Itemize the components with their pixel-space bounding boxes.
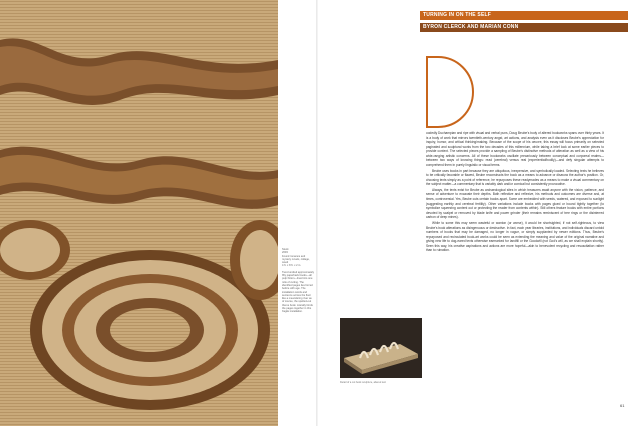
body-paragraph-1: oodedly Duchampian and ripe with visual and verbal puns, Doug Beube's body of altered bookworks spans over thirty years. It is a body of work that mirrors twentieth-century angst, art actions, and analysis even as it discloses Beube's appreciation for inquiry, humor, and critical thinking/making. Because of the scope of his oeuvre, this essay will focus primarily on selected paginated and sculptural works from the two decades of this millennium, while taking a brief look at some earlier pieces to provide context. The selected pieces provide a sampling of Beube's distinctive methods of alteration as well as a view of his wide-ranging artistic concerns. All of these bookworks oscillate precariously between conceptual and corporeal realms—between two ways of knowing things: read (cerebral) versus real (experiential/bodily)—and defy singular attempts to comprehend them in purely linguistic or visual terms. (426, 131, 604, 167)
body-paragraph-2: Beube uses books in part because they are ubiquitous, inexpensive, and symbolically loaded. Selecting texts he believes to be critically favorable or flawed, Beube reconstructs the book as a means to advance or disavow the author's position. Or, choosing texts simply as a point of reference, he repurposes these readymades as a means to make a visual commentary on the subject matter—a commentary that is variably dark and/or comical but consistently provocative. (426, 168, 604, 187)
caption-year: 2003 (282, 251, 288, 255)
book-installation-photo (0, 0, 278, 426)
photo-caption (282, 248, 314, 317)
caption-title: Stuck (282, 248, 289, 251)
body-paragraph-3: Always, the texts exist for Beube as archaeological sites in which treasures await anyone with the vision, patience, and sense of adventure to excavate their depths. Both reflective and reflexive, his methods and outcomes are diverse and, at times, controversial. Yes, Beube cuts certain books apart. Some are embedded with seeds, watered, and exposed to sunlight (suggesting earthly and cerebral fertility). Other variations include books with pages glued or bound tightly together (to symbolize squeezing content out or protecting the reader from contents within). Still others feature books with entire portions devoted by scalpel or removed by blade knife and power grinder (their remains reminiscent of tree rings or the disinterred carbon of deep mines). (426, 187, 604, 220)
article-body (426, 131, 604, 254)
article-title: TURNING IN ON THE SELF (420, 11, 628, 20)
inset-sculpture-photo (340, 318, 422, 378)
body-paragraph-4: While to some this may seem wasteful or wanton (or worse), it would be shortsighted, if not self-righteous, to view Beube's book alterations as disingenuous or destructive. In fact, each year libraries, institutions, and individuals discard untold numbers of books that may be damaged, no longer in vogue, or simply supplanted by newer editions. Thus, Beube's repurposed and recirculated book-art works could be seen as extending the meaning and value of the original narrative and giving new life to dog-eared texts otherwise earmarked for landfill or the Goodwill (not God's will, as we shall explain shortly). Seen this way, his creative aspirations and actions are more hopeful—akin to benevolent recycling and resuscitation rather than to ruination. (426, 220, 604, 253)
page-number: 61 (620, 403, 625, 408)
page-gutter (316, 0, 318, 426)
caption-medium: Found romance and mystery novels, collage, wood (282, 254, 310, 265)
caption-description: Two-hundred approximately fifty paperback books—all pulp fiction—lined into one mile of cutting. The identified pages lies forced before with age. The installation words and sentence across the floor like a meandering river as of course, the spelled-out theme book. Literally binds the pages together in this fragile installation. (282, 270, 315, 314)
article-authors: BYRON CLERCK AND MARIAN CONN (420, 23, 628, 32)
caption-dimensions: 4 ft. x 8 ft. x 2 in. (282, 264, 302, 268)
drop-cap (426, 56, 474, 128)
inset-caption: Detail of a cut book sculpture, altered text (340, 381, 386, 384)
